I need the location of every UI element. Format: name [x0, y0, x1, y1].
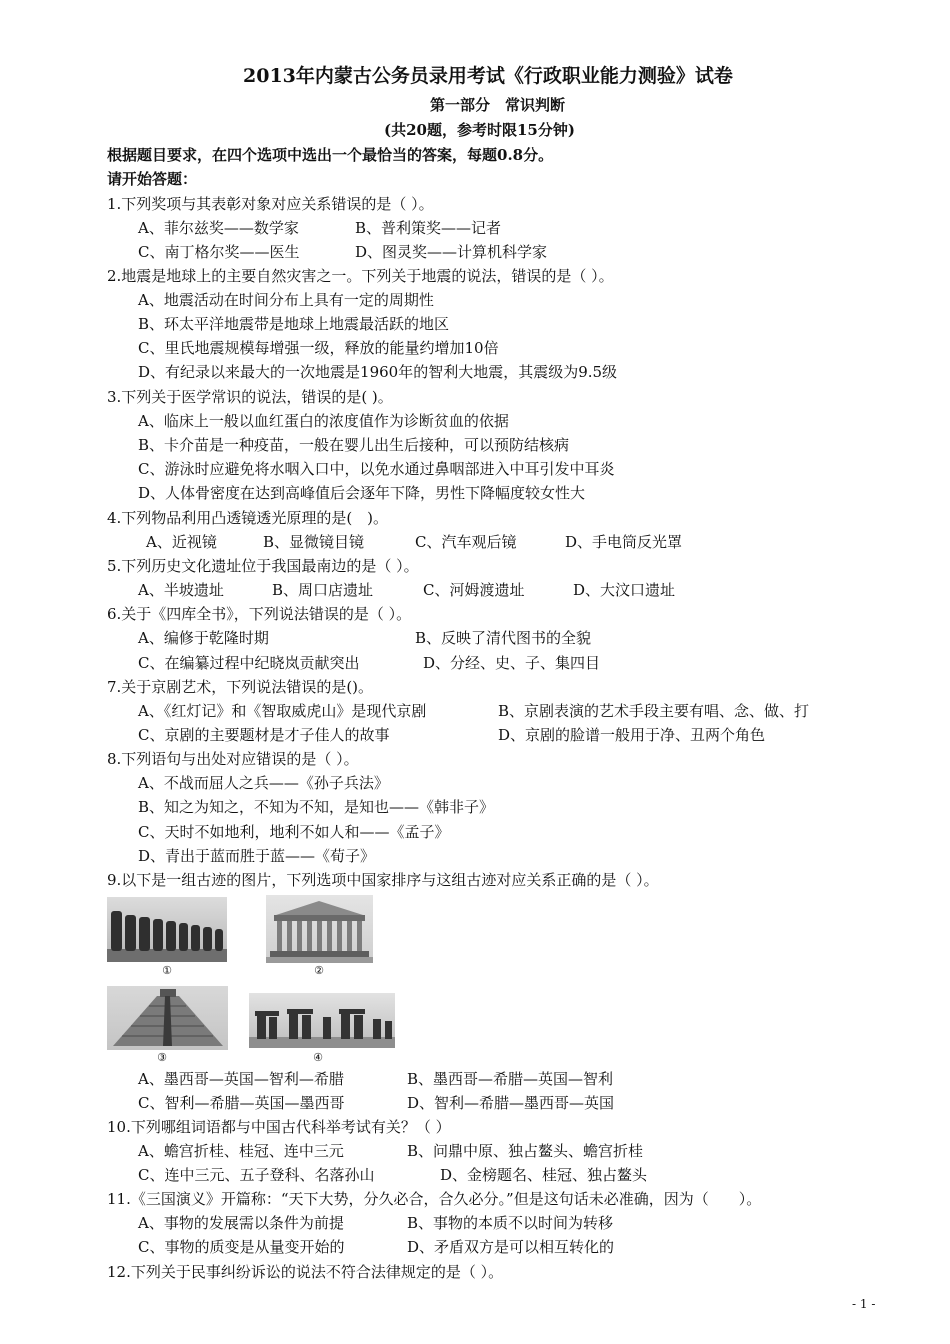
picture-3-caption: ③	[157, 1051, 167, 1064]
question-9-option-c: C、智利—希腊—英国—墨西哥	[138, 1094, 345, 1112]
question-11-option-c: C、事物的质变是从量变开始的	[138, 1238, 345, 1256]
question-2-option-a: A、地震活动在时间分布上具有一定的周期性	[138, 291, 434, 309]
question-1-option-b: B、普利策奖——记者	[355, 219, 502, 237]
question-7-option-d: D、京剧的脸谱一般用于净、丑两个角色	[498, 726, 766, 744]
question-3-stem: 3.下列关于医学常识的说法，错误的是( )。	[107, 388, 393, 406]
question-2-stem: 2.地震是地球上的主要自然灾害之一。下列关于地震的说法，错误的是（ ）。	[107, 267, 614, 285]
question-2-option-d: D、有纪录以来最大的一次地震是1960年的智利大地震，其震级为9.5级	[138, 363, 618, 381]
parthenon-photo	[266, 895, 373, 963]
chichen-itza-pyramid-photo	[107, 986, 228, 1050]
question-7-option-b: B、京剧表演的艺术手段主要有唱、念、做、打	[498, 702, 810, 720]
question-9-option-b: B、墨西哥—希腊—英国—智利	[407, 1070, 614, 1088]
picture-4-caption: ④	[313, 1051, 323, 1064]
question-10-option-b: B、问鼎中原、独占鳌头、蟾宫折桂	[407, 1142, 644, 1160]
stonehenge-photo	[249, 993, 395, 1048]
question-8-option-c: C、天时不如地利，地利不如人和——《孟子》	[138, 823, 450, 841]
question-8-option-d: D、青出于蓝而胜于蓝——《荀子》	[138, 847, 376, 865]
question-8-option-a: A、不战而屈人之兵——《孙子兵法》	[138, 774, 389, 792]
question-8-option-b: B、知之为知之，不知为不知，是知也——《韩非子》	[138, 798, 495, 816]
question-4-option-a: A、近视镜	[146, 533, 217, 551]
moai-statues-photo	[107, 897, 227, 962]
question-1-option-c: C、南丁格尔奖——医生	[138, 243, 300, 261]
question-4-stem: 4.下列物品利用凸透镜透光原理的是( )。	[107, 509, 389, 527]
picture-1-caption: ①	[162, 964, 172, 977]
question-5-stem: 5.下列历史文化遗址位于我国最南边的是（ ）。	[107, 557, 419, 575]
question-5-option-d: D、大汶口遗址	[573, 581, 676, 599]
question-7-stem: 7.关于京剧艺术，下列说法错误的是()。	[107, 678, 374, 696]
question-1-option-d: D、图灵奖——计算机科学家	[355, 243, 548, 261]
question-6-option-d: D、分经、史、子、集四目	[423, 654, 601, 672]
page-title: 2013年内蒙古公务员录用考试《行政职业能力测验》试卷	[243, 65, 733, 87]
question-5-option-c: C、河姆渡遗址	[423, 581, 525, 599]
question-10-stem: 10.下列哪组词语都与中国古代科举考试有关？（ ）	[107, 1118, 451, 1136]
question-10-option-a: A、蟾宫折桂、桂冠、连中三元	[138, 1142, 344, 1160]
question-8-stem: 8.下列语句与出处对应错误的是（ ）。	[107, 750, 359, 768]
page-number: - 1 -	[852, 1297, 876, 1311]
question-11-option-a: A、事物的发展需以条件为前提	[138, 1214, 344, 1232]
question-5-option-a: A、半坡遗址	[138, 581, 224, 599]
question-10-option-c: C、连中三元、五子登科、名落孙山	[138, 1166, 375, 1184]
instruction-text: 根据题目要求，在四个选项中选出一个最恰当的答案，每题0.8分。	[107, 146, 554, 164]
question-4-option-c: C、汽车观后镜	[415, 533, 517, 551]
question-11-option-b: B、事物的本质不以时间为转移	[407, 1214, 614, 1232]
question-3-option-d: D、人体骨密度在达到高峰值后会逐年下降，男性下降幅度较女性大	[138, 484, 586, 502]
question-11-stem: 11.《三国演义》开篇称：“天下大势，分久必合，合久必分。”但是这句话未必准确，因为（ ）。	[107, 1190, 762, 1208]
question-1-stem: 1.下列奖项与其表彰对象对应关系错误的是（ ）。	[107, 195, 434, 213]
question-6-option-a: A、编修于乾隆时期	[138, 629, 269, 647]
question-4-option-d: D、手电筒反光罩	[565, 533, 683, 551]
question-6-option-c: C、在编纂过程中纪晓岚贡献突出	[138, 654, 360, 672]
question-9-stem: 9.以下是一组古迹的图片，下列选项中国家排序与这组古迹对应关系正确的是（ ）。	[107, 871, 659, 889]
question-3-option-b: B、卡介苗是一种疫苗，一般在婴儿出生后接种，可以预防结核病	[138, 436, 570, 454]
question-6-option-b: B、反映了清代图书的全貌	[415, 629, 592, 647]
question-5-option-b: B、周口店遗址	[272, 581, 374, 599]
question-4-option-b: B、显微镜目镜	[263, 533, 365, 551]
question-9-option-d: D、智利—希腊—墨西哥—英国	[407, 1094, 615, 1112]
time-limit-note: (共20题，参考时限15分钟)	[384, 121, 575, 139]
question-9-option-a: A、墨西哥—英国—智利—希腊	[138, 1070, 344, 1088]
picture-2-caption: ②	[314, 964, 324, 977]
question-2-option-c: C、里氏地震规模每增强一级，释放的能量约增加10倍	[138, 339, 499, 357]
question-2-option-b: B、环太平洋地震带是地球上地震最活跃的地区	[138, 315, 450, 333]
part-heading: 第一部分 常识判断	[430, 96, 566, 114]
question-6-stem: 6.关于《四库全书》，下列说法错误的是（ ）。	[107, 605, 412, 623]
question-12-stem: 12.下列关于民事纠纷诉讼的说法不符合法律规定的是（ ）。	[107, 1263, 504, 1281]
question-7-option-a: A、《红灯记》和《智取威虎山》是现代京剧	[138, 702, 427, 720]
question-11-option-d: D、矛盾双方是可以相互转化的	[407, 1238, 615, 1256]
question-3-option-c: C、游泳时应避免将水咽入口中，以免水通过鼻咽部进入中耳引发中耳炎	[138, 460, 615, 478]
question-7-option-c: C、京剧的主要题材是才子佳人的故事	[138, 726, 390, 744]
question-10-option-d: D、金榜题名、桂冠、独占鳌头	[440, 1166, 648, 1184]
question-1-option-a: A、菲尔兹奖——数学家	[138, 219, 299, 237]
question-3-option-a: A、临床上一般以血红蛋白的浓度值作为诊断贫血的依据	[138, 412, 509, 430]
start-prompt: 请开始答题：	[107, 170, 198, 188]
